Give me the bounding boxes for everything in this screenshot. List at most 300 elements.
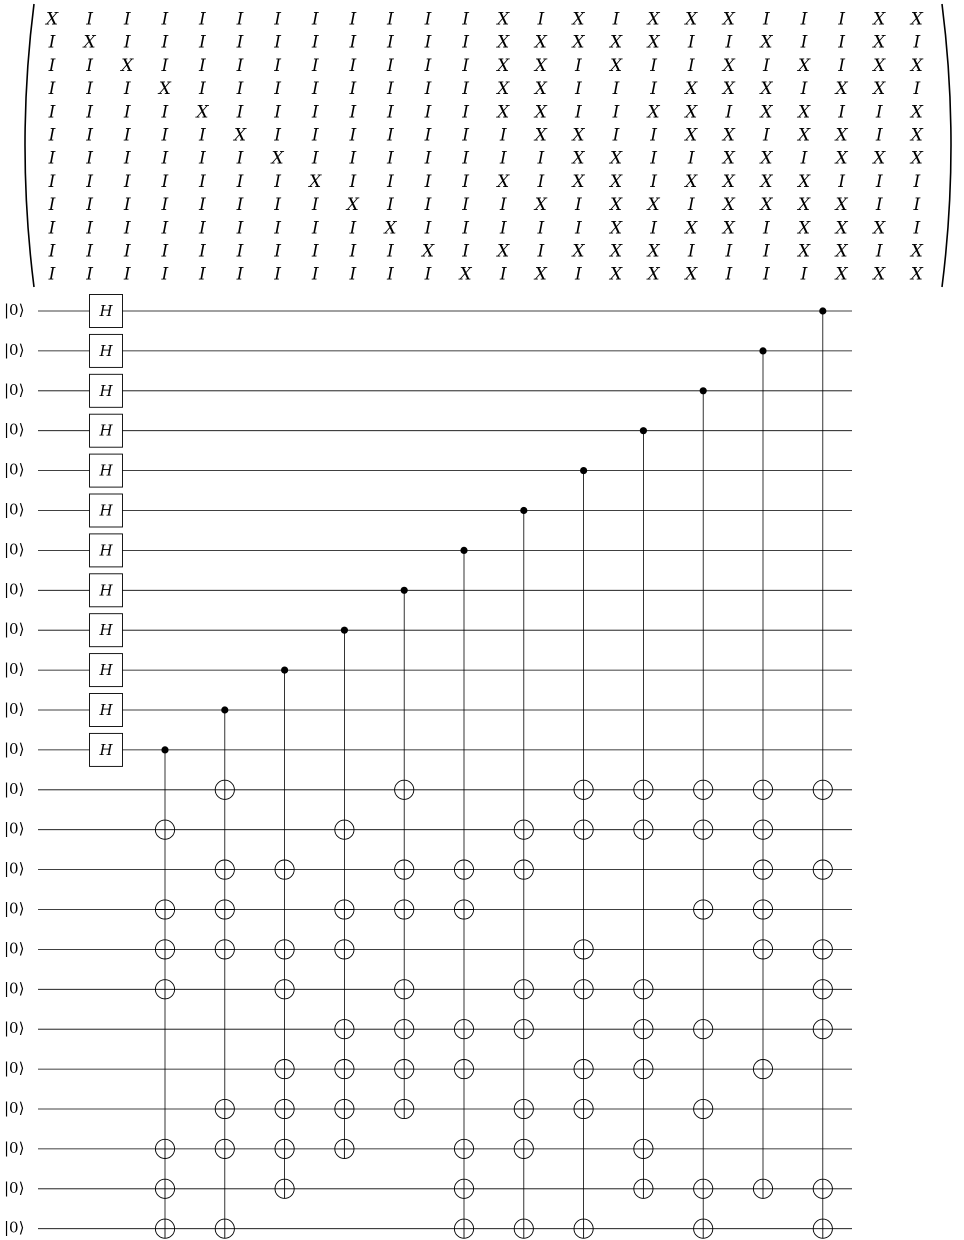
matrix-cell: I	[575, 195, 582, 216]
matrix-cell: I	[274, 79, 281, 100]
matrix-cell: I	[462, 125, 469, 146]
matrix-cell: I	[123, 218, 131, 239]
matrix-cell: I	[274, 55, 281, 76]
matrix-cell: X	[722, 55, 735, 76]
hadamard-gate-label: H	[99, 421, 113, 440]
matrix-cell: I	[161, 55, 169, 76]
ket-zero-label: |0⟩	[4, 700, 25, 718]
matrix-cell: I	[499, 125, 507, 146]
matrix-cell: X	[534, 195, 547, 216]
ket-zero-label: |0⟩	[4, 1138, 25, 1157]
ket-zero-label: |0⟩	[4, 580, 25, 599]
ket-zero-label: |0⟩	[4, 939, 25, 958]
matrix-cell: X	[685, 79, 698, 100]
matrix-cell: X	[797, 171, 811, 192]
matrix-cell: I	[537, 218, 545, 239]
matrix-cell: I	[462, 9, 469, 30]
matrix-cell: I	[687, 55, 695, 76]
matrix-cell: I	[387, 55, 394, 76]
matrix-cell: X	[760, 148, 773, 169]
matrix-cell: I	[123, 79, 131, 100]
matrix-cell: X	[534, 79, 547, 100]
ket-zero-label: |0⟩	[4, 340, 25, 359]
matrix-cell: X	[497, 102, 510, 123]
matrix-cell: I	[199, 32, 206, 53]
matrix-cell: I	[462, 218, 469, 239]
matrix-cell: I	[387, 79, 394, 100]
matrix-cell: X	[609, 195, 623, 216]
matrix-cell: I	[161, 195, 169, 216]
matrix-cell: I	[123, 264, 131, 285]
matrix-cell: I	[274, 195, 281, 216]
matrix-cell: I	[236, 32, 244, 53]
matrix-cell: I	[274, 125, 281, 146]
matrix-cell: I	[274, 171, 281, 192]
matrix-cell: I	[349, 79, 357, 100]
matrix-cell: I	[236, 195, 244, 216]
matrix-cell: I	[349, 171, 357, 192]
control-dot	[819, 307, 826, 314]
matrix-cell: I	[612, 125, 620, 146]
matrix-cell: I	[913, 79, 921, 100]
matrix-cell: I	[763, 218, 770, 239]
matrix-cell: X	[572, 148, 585, 169]
matrix-cell: I	[763, 125, 770, 146]
matrix-cell: I	[612, 79, 620, 100]
matrix-cell: X	[497, 9, 510, 30]
matrix-cell: X	[835, 79, 848, 100]
matrix-cell: X	[910, 264, 923, 285]
matrix-cell: I	[161, 102, 169, 123]
matrix-cell: I	[86, 218, 93, 239]
matrix-cell: I	[311, 32, 319, 53]
matrix-cell: X	[647, 195, 660, 216]
matrix-cell: X	[497, 171, 510, 192]
matrix-cell: I	[123, 195, 131, 216]
hadamard-gate-label: H	[99, 581, 113, 600]
matrix-cell: I	[199, 125, 206, 146]
matrix-cell: X	[760, 171, 773, 192]
ket-zero-label: |0⟩	[4, 819, 25, 838]
matrix-cell: X	[797, 241, 811, 262]
hadamard-gate-label: H	[99, 461, 113, 480]
matrix-cell: I	[349, 32, 357, 53]
matrix-cell: I	[499, 195, 507, 216]
matrix-cell: I	[575, 218, 582, 239]
ket-zero-label: |0⟩	[4, 420, 25, 439]
matrix-cell: I	[424, 148, 432, 169]
control-dot	[520, 507, 527, 514]
matrix-cell: X	[158, 79, 171, 100]
ket-zero-label: |0⟩	[4, 660, 25, 679]
matrix-cell: I	[913, 32, 921, 53]
matrix-cell: X	[421, 241, 435, 262]
right-bracket	[942, 4, 951, 287]
matrix-cell: I	[311, 79, 319, 100]
matrix-cell: I	[612, 9, 620, 30]
matrix-cell: I	[199, 171, 206, 192]
matrix-cell: I	[311, 148, 319, 169]
matrix-cell: I	[462, 241, 469, 262]
matrix-cell: X	[459, 264, 472, 285]
ket-zero-label: |0⟩	[4, 301, 25, 319]
matrix-cell: I	[236, 171, 244, 192]
matrix-cell: X	[685, 171, 698, 192]
matrix-cell: I	[875, 195, 883, 216]
matrix-cell: I	[913, 171, 921, 192]
matrix-cell: I	[575, 102, 582, 123]
matrix-cell: I	[199, 79, 206, 100]
matrix-cell: I	[387, 264, 394, 285]
matrix-cell: I	[387, 148, 394, 169]
matrix-cell: I	[575, 79, 582, 100]
matrix-cell: I	[687, 241, 695, 262]
matrix-cell: X	[609, 241, 623, 262]
matrix-cell: I	[48, 218, 56, 239]
matrix-cell: I	[236, 218, 244, 239]
matrix-cell: X	[797, 195, 811, 216]
matrix-cell: I	[763, 55, 770, 76]
matrix-cell: X	[835, 125, 848, 146]
matrix-cell: I	[763, 241, 770, 262]
matrix-cell: I	[274, 102, 281, 123]
matrix-cell: I	[311, 195, 319, 216]
matrix-cell: I	[311, 241, 319, 262]
matrix-cell: X	[685, 125, 698, 146]
matrix-cell: X	[685, 218, 698, 239]
control-dot	[759, 347, 766, 354]
matrix-cell: I	[86, 79, 93, 100]
matrix-cell: I	[913, 195, 921, 216]
matrix-cell: I	[236, 148, 244, 169]
matrix-cell: I	[800, 148, 808, 169]
matrix-cell: I	[650, 171, 657, 192]
matrix-cell: I	[499, 264, 507, 285]
matrix-cell: X	[722, 125, 735, 146]
matrix-cell: I	[123, 32, 131, 53]
matrix-cell: I	[838, 9, 845, 30]
matrix-cell: X	[497, 55, 510, 76]
stabilizer-matrix	[25, 4, 951, 287]
matrix-cell: I	[387, 195, 394, 216]
matrix-cell: I	[199, 9, 206, 30]
matrix-cell: I	[199, 264, 206, 285]
matrix-cell: I	[123, 171, 131, 192]
left-bracket	[25, 4, 34, 287]
ket-zero-label: |0⟩	[4, 779, 25, 798]
matrix-cell: X	[760, 32, 773, 53]
matrix-cell: X	[233, 125, 247, 146]
matrix-cell: I	[123, 148, 131, 169]
matrix-cell: I	[274, 241, 281, 262]
quantum-circuit	[4, 295, 852, 1239]
matrix-cell: I	[274, 9, 281, 30]
matrix-cell: I	[462, 148, 469, 169]
control-dot	[341, 627, 348, 634]
matrix-cell: X	[534, 125, 547, 146]
matrix-cell: I	[575, 264, 582, 285]
matrix-cell: I	[800, 9, 808, 30]
matrix-cell: I	[387, 32, 394, 53]
matrix-cell: I	[424, 102, 432, 123]
matrix-cell: I	[424, 171, 432, 192]
hadamard-gate-label: H	[99, 661, 113, 680]
matrix-cell: X	[873, 148, 886, 169]
matrix-cell: I	[349, 264, 357, 285]
matrix-cell: I	[349, 218, 357, 239]
matrix-cell: I	[387, 241, 394, 262]
matrix-cell: I	[913, 218, 921, 239]
matrix-cell: I	[424, 32, 432, 53]
matrix-cell: I	[48, 32, 56, 53]
matrix-cell: I	[800, 32, 808, 53]
matrix-cell: I	[875, 241, 883, 262]
control-dot	[161, 746, 168, 753]
matrix-cell: X	[722, 218, 735, 239]
ket-zero-label: |0⟩	[4, 1218, 25, 1237]
ket-zero-label: |0⟩	[4, 979, 25, 998]
matrix-cell: I	[274, 218, 281, 239]
control-dot	[401, 587, 408, 594]
matrix-cell: I	[424, 9, 432, 30]
matrix-cell: I	[462, 55, 469, 76]
matrix-cell: X	[271, 148, 284, 169]
matrix-cell: I	[650, 55, 657, 76]
control-dot	[221, 706, 228, 713]
matrix-cell: X	[83, 32, 96, 53]
matrix-cell: X	[722, 9, 735, 30]
matrix-cell: X	[497, 241, 510, 262]
matrix-cell: X	[910, 55, 923, 76]
matrix-cell: X	[534, 32, 547, 53]
matrix-cell: I	[236, 241, 244, 262]
matrix-cell: I	[537, 241, 545, 262]
matrix-cell: X	[797, 102, 811, 123]
matrix-cell: I	[424, 55, 432, 76]
ket-zero-label: |0⟩	[4, 1099, 25, 1117]
matrix-cell: I	[650, 218, 657, 239]
matrix-cell: I	[86, 241, 93, 262]
matrix-cell: I	[311, 9, 319, 30]
matrix-cell: I	[875, 102, 883, 123]
ket-zero-label: |0⟩	[4, 1178, 25, 1197]
matrix-cell: I	[123, 125, 131, 146]
matrix-cell: I	[161, 32, 169, 53]
matrix-cell: X	[497, 79, 510, 100]
matrix-cell: I	[424, 125, 432, 146]
matrix-cell: I	[462, 195, 469, 216]
matrix-cell: X	[647, 32, 660, 53]
matrix-cell: X	[647, 102, 660, 123]
matrix-cell: I	[199, 55, 206, 76]
matrix-cell: X	[609, 55, 623, 76]
matrix-cell: I	[349, 148, 357, 169]
ket-zero-label: |0⟩	[4, 739, 25, 758]
matrix-cell: I	[650, 125, 657, 146]
hadamard-gate-label: H	[99, 381, 113, 400]
hadamard-gate-label: H	[99, 701, 113, 719]
matrix-cell: I	[800, 264, 808, 285]
matrix-cell: I	[838, 102, 845, 123]
matrix-cell: I	[387, 9, 394, 30]
matrix-cell: X	[497, 32, 510, 53]
matrix-cell: X	[121, 55, 134, 76]
matrix-cell: I	[387, 102, 394, 123]
ket-zero-label: |0⟩	[4, 380, 25, 399]
matrix-cell: X	[534, 102, 547, 123]
matrix-cell: I	[236, 79, 244, 100]
matrix-cell: X	[722, 195, 735, 216]
matrix-cell: X	[609, 264, 623, 285]
matrix-cell: I	[763, 9, 770, 30]
matrix-cell: I	[48, 148, 56, 169]
matrix-cell: I	[86, 9, 93, 30]
hadamard-gate-label: H	[99, 341, 113, 360]
matrix-cell: I	[650, 148, 657, 169]
matrix-cell: I	[838, 32, 845, 53]
matrix-cell: X	[572, 171, 585, 192]
matrix-cell: I	[236, 55, 244, 76]
matrix-cell: I	[86, 264, 93, 285]
matrix-cell: X	[760, 102, 773, 123]
matrix-cell: I	[236, 9, 244, 30]
matrix-cell: I	[725, 32, 733, 53]
ket-zero-label: |0⟩	[4, 620, 25, 639]
matrix-cell: X	[910, 241, 923, 262]
matrix-cell: I	[537, 148, 545, 169]
ket-zero-label: |0⟩	[4, 859, 25, 878]
matrix-cell: X	[346, 195, 359, 216]
matrix-cell: I	[349, 55, 357, 76]
matrix-cell: I	[123, 9, 131, 30]
matrix-cell: X	[873, 9, 886, 30]
matrix-cell: X	[309, 171, 322, 192]
matrix-cell: I	[161, 264, 169, 285]
matrix-cell: I	[725, 241, 733, 262]
ket-zero-label: |0⟩	[4, 1019, 25, 1038]
matrix-cell: X	[384, 218, 397, 239]
matrix-cell: X	[910, 148, 923, 169]
control-dot	[281, 667, 288, 674]
matrix-cell: I	[199, 148, 206, 169]
matrix-cell: I	[349, 125, 357, 146]
matrix-cell: I	[311, 264, 319, 285]
matrix-cell: I	[48, 264, 56, 285]
matrix-cell: X	[760, 195, 773, 216]
matrix-cell: I	[462, 32, 469, 53]
matrix-cell: X	[609, 171, 623, 192]
matrix-cell: I	[161, 171, 169, 192]
matrix-cell: I	[161, 218, 169, 239]
matrix-cell: X	[685, 264, 698, 285]
matrix-cell: I	[161, 125, 169, 146]
ket-zero-label: |0⟩	[4, 540, 25, 559]
matrix-cell: I	[537, 9, 545, 30]
matrix-cell: X	[835, 241, 848, 262]
matrix-cell: X	[647, 241, 660, 262]
matrix-cell: X	[835, 264, 848, 285]
matrix-cell: X	[572, 241, 585, 262]
matrix-cell: I	[274, 264, 281, 285]
control-dot	[580, 467, 587, 474]
matrix-cell: I	[274, 32, 281, 53]
matrix-cell: I	[424, 264, 432, 285]
ket-zero-label: |0⟩	[4, 1059, 25, 1078]
matrix-cell: I	[838, 171, 845, 192]
matrix-cell: X	[722, 171, 735, 192]
matrix-cell: X	[910, 9, 923, 30]
matrix-cell: I	[462, 171, 469, 192]
matrix-cell: I	[48, 102, 56, 123]
matrix-cell: I	[687, 195, 695, 216]
matrix-cell: X	[609, 218, 623, 239]
hadamard-gate-label: H	[99, 740, 113, 759]
matrix-cell: I	[387, 125, 394, 146]
matrix-cell: X	[685, 102, 698, 123]
matrix-cell: I	[725, 264, 733, 285]
matrix-cell: X	[45, 9, 59, 30]
matrix-cell: I	[499, 218, 507, 239]
matrix-cell: X	[722, 79, 735, 100]
matrix-cell: X	[609, 32, 623, 53]
matrix-cell: I	[123, 241, 131, 262]
matrix-cell: I	[650, 79, 657, 100]
matrix-cell: X	[722, 148, 735, 169]
matrix-cell: I	[236, 264, 244, 285]
matrix-cell: X	[572, 125, 585, 146]
matrix-cell: I	[800, 79, 808, 100]
matrix-cell: I	[612, 102, 620, 123]
matrix-cell: X	[835, 148, 848, 169]
ket-zero-label: |0⟩	[4, 899, 25, 918]
matrix-cell: I	[161, 9, 169, 30]
matrix-cell: X	[873, 55, 886, 76]
control-dot	[700, 387, 707, 394]
matrix-cell: I	[86, 55, 93, 76]
matrix-cell: X	[647, 9, 660, 30]
matrix-cell: X	[534, 264, 547, 285]
matrix-cell: I	[199, 195, 206, 216]
hadamard-gate-label: H	[99, 621, 113, 640]
matrix-cell: I	[86, 148, 93, 169]
matrix-cell: I	[199, 241, 206, 262]
matrix-cell: X	[797, 125, 811, 146]
matrix-cell: I	[48, 195, 56, 216]
ket-zero-label: |0⟩	[4, 460, 25, 479]
matrix-cell: I	[236, 102, 244, 123]
hadamard-gate-label: H	[99, 501, 113, 520]
matrix-cell: I	[687, 148, 695, 169]
matrix-cell: I	[311, 218, 319, 239]
matrix-cell: X	[910, 102, 923, 123]
matrix-cell: X	[647, 264, 660, 285]
matrix-cell: X	[873, 218, 886, 239]
matrix-cell: I	[349, 102, 357, 123]
matrix-cell: I	[537, 171, 545, 192]
matrix-cell: X	[572, 9, 585, 30]
matrix-cell: I	[48, 79, 56, 100]
matrix-cell: X	[685, 9, 698, 30]
matrix-cell: I	[462, 102, 469, 123]
matrix-cell: I	[86, 171, 93, 192]
matrix-cell: I	[86, 125, 93, 146]
matrix-cell: X	[534, 55, 547, 76]
matrix-cell: I	[575, 55, 582, 76]
matrix-cell: I	[48, 55, 56, 76]
matrix-cell: I	[48, 125, 56, 146]
matrix-cell: I	[86, 102, 93, 123]
matrix-cell: X	[572, 32, 585, 53]
